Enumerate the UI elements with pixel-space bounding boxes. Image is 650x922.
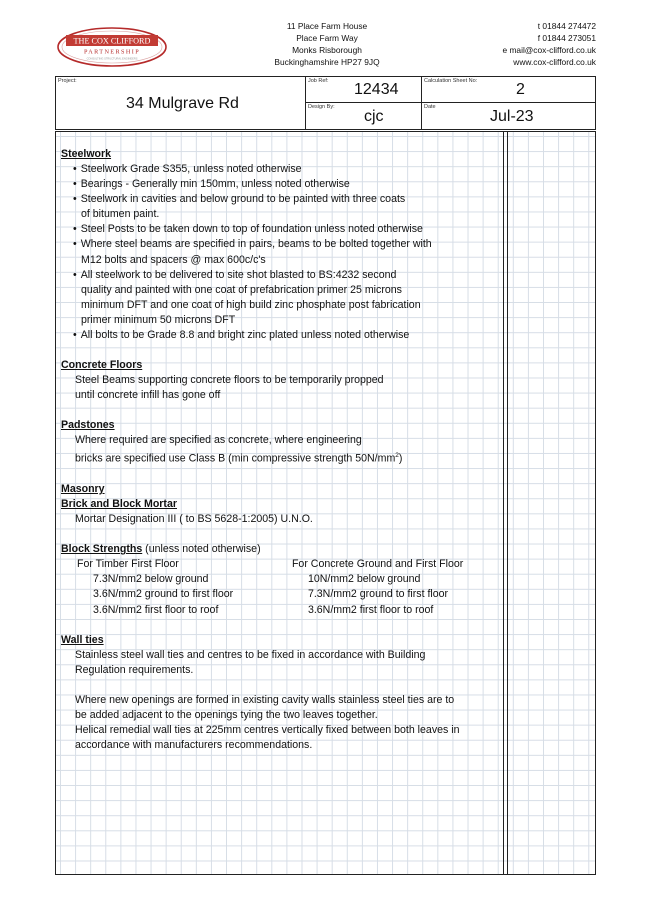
note-line: M12 bolts and spacers @ max 600c/c's (81, 253, 266, 266)
company-address (262, 20, 392, 68)
email: e mail@cox-clifford.co.uk (502, 45, 596, 55)
notes-content (61, 147, 501, 753)
note-line: • Steelwork Grade S355, unless noted otherwise (61, 162, 501, 177)
strength-value: 3.6N/mm2 first floor to roof (93, 603, 219, 616)
job-ref: 12434 (354, 81, 399, 98)
note-line: Stainless steel wall ties and centres to be fixed in accordance with Building (75, 648, 426, 661)
date-label: Date (424, 104, 436, 110)
title-block (55, 76, 596, 130)
date-cell (422, 103, 595, 129)
column-title: For Timber First Floor (77, 558, 179, 571)
project-cell (56, 77, 306, 129)
address-line: Place Farm Way (296, 33, 358, 43)
company-logo (56, 26, 168, 68)
logo-name: THE COX CLIFFORD (73, 36, 151, 46)
column-title: For Concrete Ground and First Floor (291, 558, 464, 571)
note-line: primer minimum 50 microns DFT (81, 313, 236, 326)
strength-value: 10N/mm2 below ground (307, 573, 421, 586)
padstones-strength-text: bricks are specified use Class B (min compressive strength 50N/mm (75, 452, 396, 465)
strength-value: 3.6N/mm2 ground to first floor (93, 588, 234, 601)
calc-sheet-label: Calculation Sheet No: (424, 78, 478, 84)
note-line: • Bearings - Generally min 150mm, unless noted otherwise (61, 177, 501, 192)
strength-value: 3.6N/mm2 first floor to roof (307, 603, 434, 616)
note-line: Where required are specified as concrete, where engineering (75, 434, 362, 447)
logo-tagline: CONSULTING STRUCTURAL ENGINEERS (86, 57, 138, 61)
block-strengths-title (61, 542, 501, 557)
project-name: 34 Mulgrave Rd (126, 95, 239, 112)
note-line: Steel Beams supporting concrete floors to be temporarily propped (75, 374, 384, 387)
note-line: accordance with manufacturers recommendations. (75, 739, 313, 752)
phone: t 01844 274472 (537, 21, 596, 31)
design-by-label: Design By: (308, 104, 335, 110)
note-line: • Where steel beams are specified in pairs, beams to be bolted together with (61, 237, 501, 252)
note-line: • Steel Posts to be taken down to top of foundation unless noted otherwise (61, 222, 501, 237)
wall-ties-heading: Wall ties (61, 633, 104, 646)
note-line: Where new openings are formed in existing cavity walls stainless steel ties are to (75, 693, 455, 706)
date: Jul-23 (490, 108, 534, 125)
strength-value: 7.3N/mm2 below ground (93, 573, 209, 586)
timber-floor-column (61, 557, 292, 617)
logo-sub: PARTNERSHIP (83, 48, 141, 56)
masonry-heading: Masonry (61, 483, 105, 496)
note-line: minimum DFT and one coat of high build zinc phosphate post fabrication (81, 298, 421, 311)
note-line: be added adjacent to the openings tying the two leaves together. (75, 708, 378, 721)
strength-value: 7.3N/mm2 ground to first floor (307, 588, 449, 601)
note-line (61, 448, 501, 467)
margin-line (503, 131, 504, 875)
project-label: Project: (58, 78, 77, 84)
block-strengths-table (61, 557, 501, 617)
note-line: Helical remedial wall ties at 225mm centres vertically fixed between both leaves in (75, 723, 460, 736)
block-strengths-heading: Block Strengths (61, 543, 143, 556)
note-line: quality and painted with one coat of prefabrication primer 25 microns (81, 283, 402, 296)
padstones-heading: Padstones (61, 419, 115, 432)
note-line: • All bolts to be Grade 8.8 and bright zinc plated unless noted otherwise (61, 328, 501, 343)
calc-sheet-cell (422, 77, 595, 103)
fax: f 01844 273051 (537, 33, 596, 43)
address-line: Buckinghamshire HP27 9JQ (274, 57, 380, 67)
superscript: 2 (395, 452, 399, 460)
note-line: until concrete infill has gone off (75, 389, 221, 402)
design-by: cjc (364, 108, 384, 125)
job-ref-label: Job Ref: (308, 78, 329, 84)
note-line: of bitumen paint. (81, 208, 160, 221)
calc-sheet-no: 2 (516, 81, 525, 98)
closing-paren: ) (398, 452, 403, 465)
note-line: • Steelwork in cavities and below ground to be painted with three coats (61, 192, 501, 207)
note-line: Regulation requirements. (75, 663, 194, 676)
steelwork-heading: Steelwork (61, 148, 112, 160)
note-line: Mortar Designation III ( to BS 5628-1:2005) U.N.O. (75, 513, 313, 526)
website: www.cox-clifford.co.uk (513, 57, 596, 67)
company-contact (436, 20, 596, 68)
note-line: • All steelwork to be delivered to site shot blasted to BS:4232 second (61, 268, 501, 283)
address-line: 11 Place Farm House (286, 21, 368, 31)
job-ref-cell (306, 77, 422, 103)
mortar-heading: Brick and Block Mortar (61, 498, 177, 511)
address-line: Monks Risborough (292, 45, 362, 55)
concrete-floor-column (292, 557, 501, 617)
margin-line (507, 131, 508, 875)
concrete-floors-heading: Concrete Floors (61, 359, 143, 372)
block-strengths-note: (unless noted otherwise) (142, 543, 261, 556)
design-by-cell (306, 103, 422, 129)
